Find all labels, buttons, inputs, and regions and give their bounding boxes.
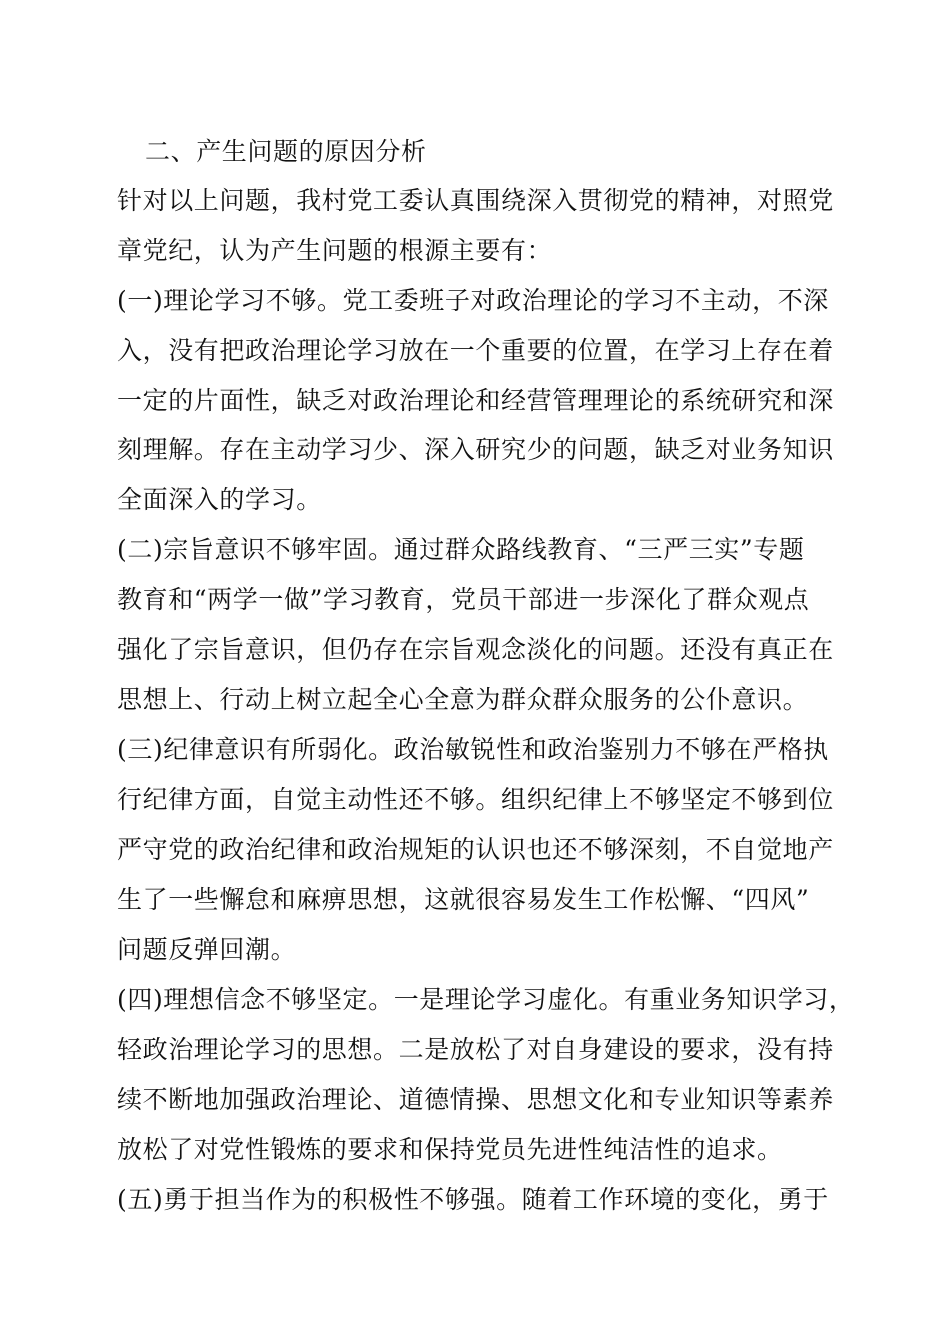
text-line: 入，没有把政治理论学习放在一个重要的位置，在学习上存在着 [117,336,834,365]
text-line: 思想上、行动上树立起全心全意为群众群众服务的公仆意识。 [117,685,809,714]
text-line: 放松了对党性锻炼的要求和保持党员先进性纯洁性的追求。 [117,1135,783,1164]
text-line: 续不断地加强政治理论、道德情操、思想文化和专业知识等素养 [117,1085,834,1114]
text-line: (四)理想信念不够坚定。一是理论学习虚化。有重业务知识学习， [117,985,855,1014]
text-line: 行纪律方面，自觉主动性还不够。组织纪律上不够坚定不够到位 [117,785,834,814]
text-line: 轻政治理论学习的思想。二是放松了对自身建设的要求，没有持 [117,1035,834,1064]
text-line: 强化了宗旨意识，但仍存在宗旨观念淡化的问题。还没有真正在 [117,635,834,664]
text-line: (一)理论学习不够。党工委班子对政治理论的学习不主动，不深 [117,286,829,315]
text-line: 问题反弹回潮。 [117,935,297,964]
text-line: 教育和“两学一做”学习教育，党员干部进一步深化了群众观点 [117,585,810,614]
text-line: (二)宗旨意识不够牢固。通过群众路线教育、“三严三实”专题 [117,535,805,564]
text-line: 严守党的政治纪律和政治规矩的认识也还不够深刻，不自觉地产 [117,835,834,864]
text-line: (五)勇于担当作为的积极性不够强。随着工作环境的变化，勇于 [117,1185,829,1214]
section-heading: 二、产生问题的原因分析 [145,137,427,166]
text-line: 针对以上问题，我村党工委认真围绕深入贯彻党的精神，对照党 [117,186,834,215]
text-line: 刻理解。存在主动学习少、深入研究少的问题，缺乏对业务知识 [117,435,834,464]
text-line: 生了一些懈怠和麻痹思想，这就很容易发生工作松懈、“四风” [117,885,810,914]
text-line: 章党纪，认为产生问题的根源主要有： [117,236,553,265]
text-line: (三)纪律意识有所弱化。政治敏锐性和政治鉴别力不够在严格执 [117,735,829,764]
text-line: 一定的片面性，缺乏对政治理论和经营管理理论的系统研究和深 [117,386,834,415]
text-line: 全面深入的学习。 [117,485,322,514]
